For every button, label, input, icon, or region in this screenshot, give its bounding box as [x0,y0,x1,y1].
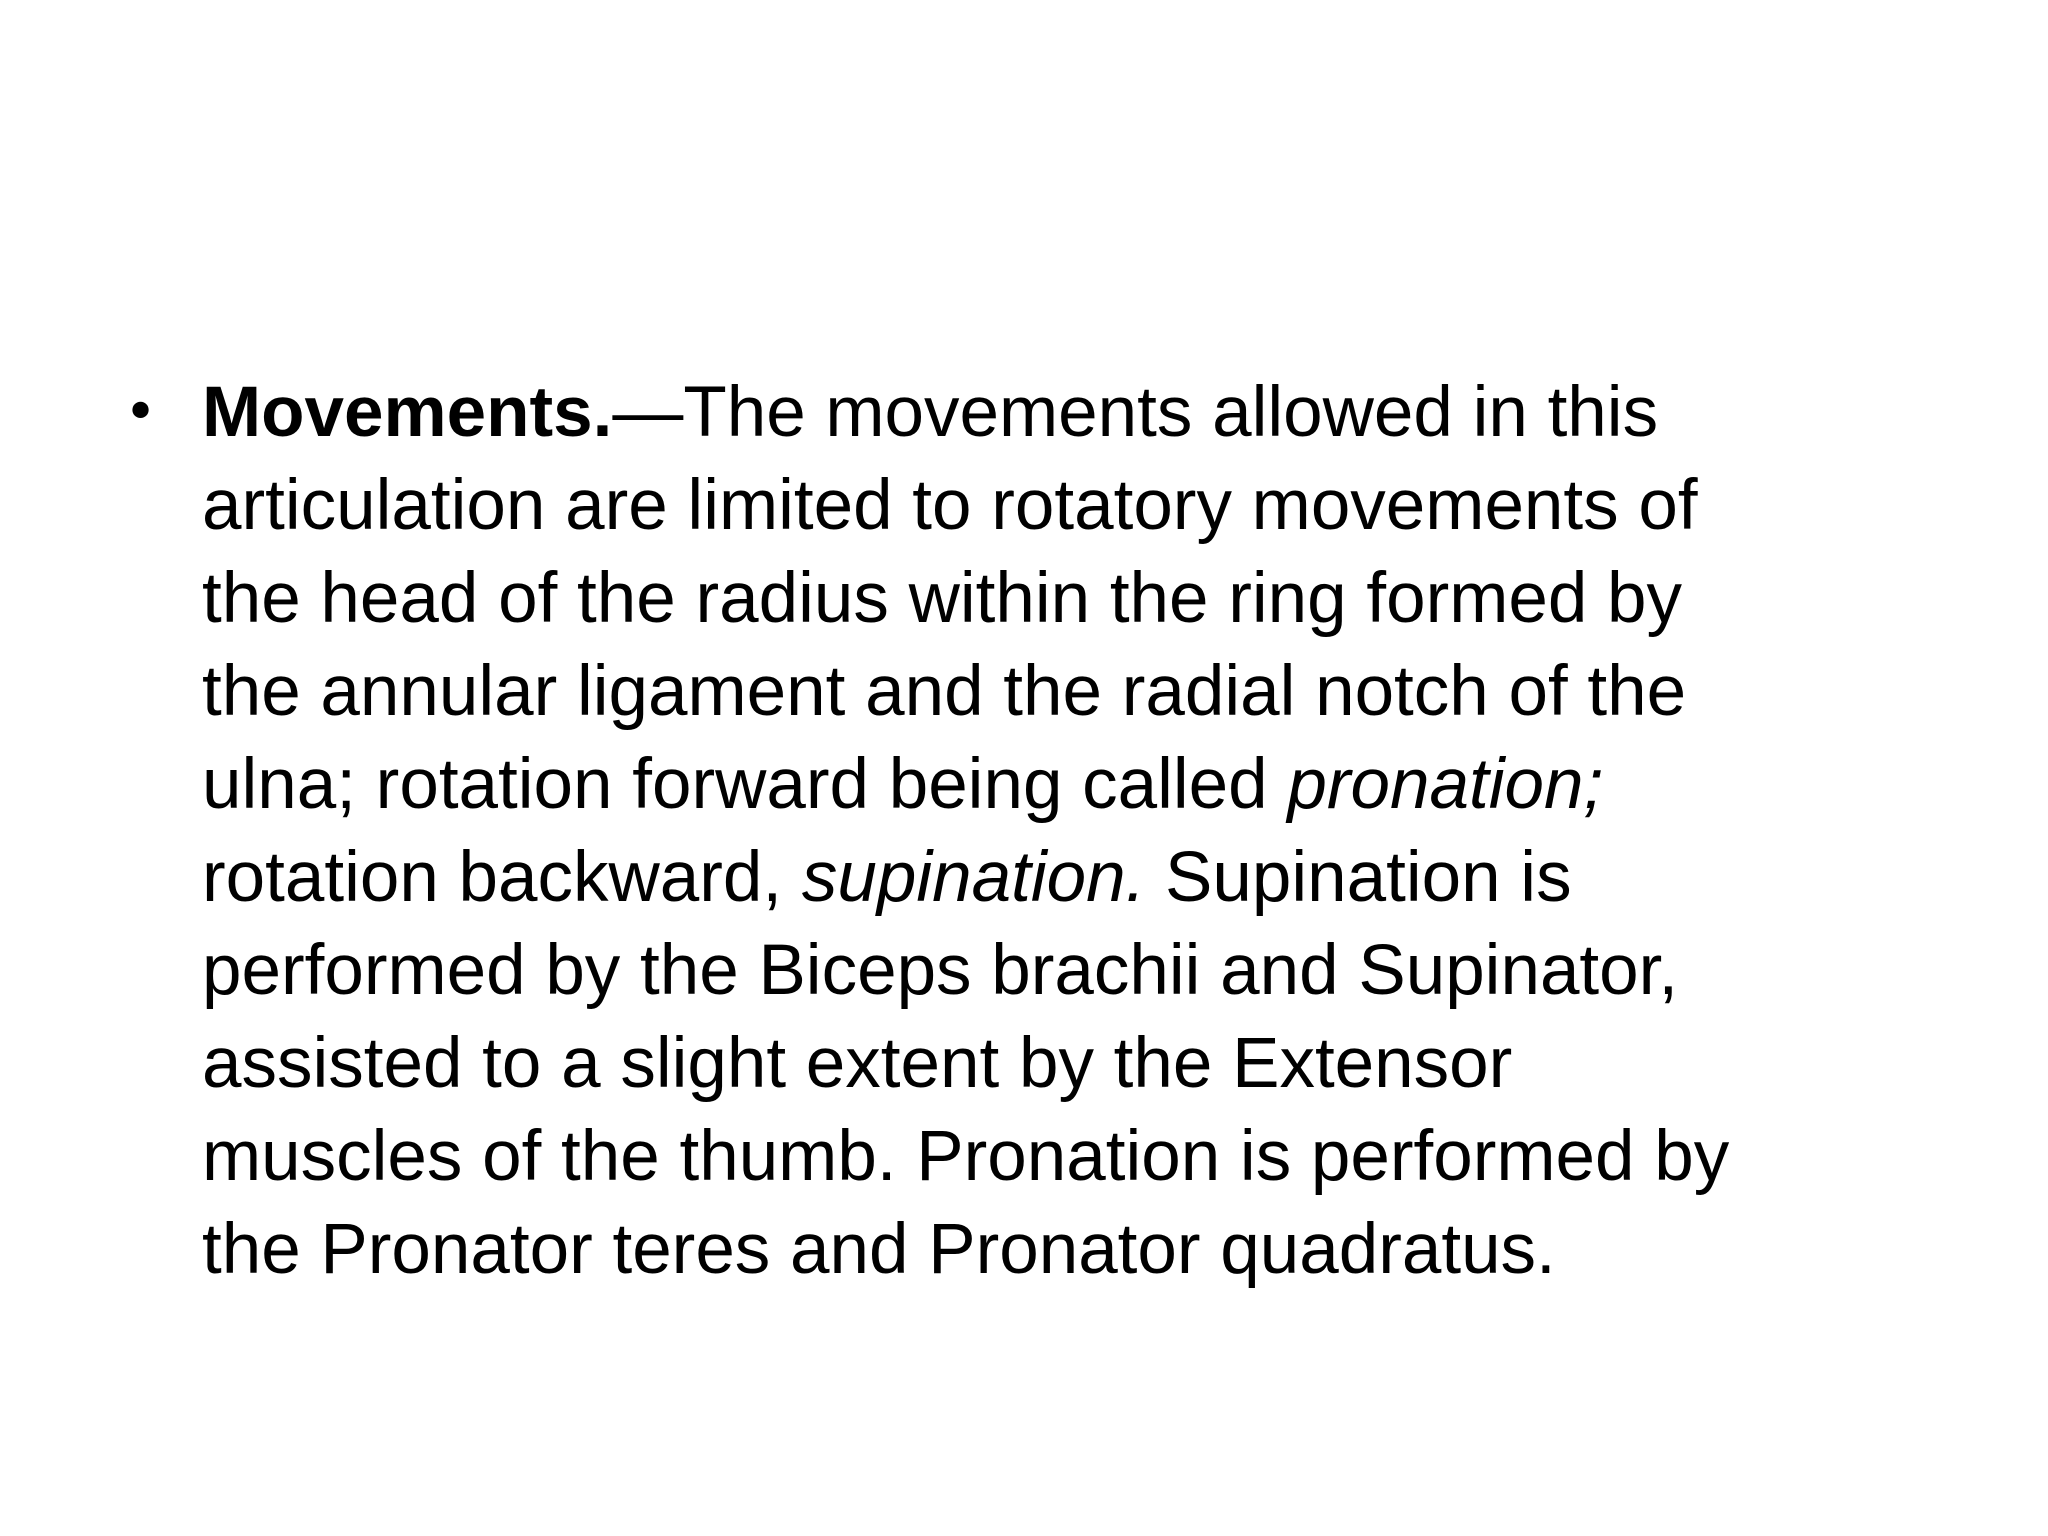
text-segment: ulna; rotation forward being called [202,745,1288,824]
text-line-9: muscles of the thumb. Pronation is performed by [202,1117,1730,1196]
bullet-text [202,366,1984,1296]
bullet-item-movements [124,366,1984,1296]
text-line-7: performed by the Biceps brachii and Supinator, [202,931,1679,1010]
bullet-point-icon: • [124,380,158,445]
text-line-8: assisted to a slight extent by the Extensor [202,1024,1513,1103]
bullet-list [124,366,1984,1296]
text-line-3: the head of the radius within the ring formed by [202,559,1683,638]
text-line-1 [202,366,1984,459]
text-line-5 [202,738,1984,831]
section-heading: Movements. [202,373,613,452]
term-pronation: pronation; [1287,745,1604,824]
text-line-2: articulation are limited to rotatory movements of [202,466,1698,545]
term-supination: supination. [801,838,1146,917]
text-line-10: the Pronator teres and Pronator quadratus. [202,1210,1556,1289]
text-segment: —The movements allowed in this [612,373,1659,452]
text-line-6 [202,831,1984,924]
text-line-4: the annular ligament and the radial notch of the [202,652,1687,731]
text-segment: Supination is [1145,838,1572,917]
text-segment: rotation backward, [202,838,802,917]
